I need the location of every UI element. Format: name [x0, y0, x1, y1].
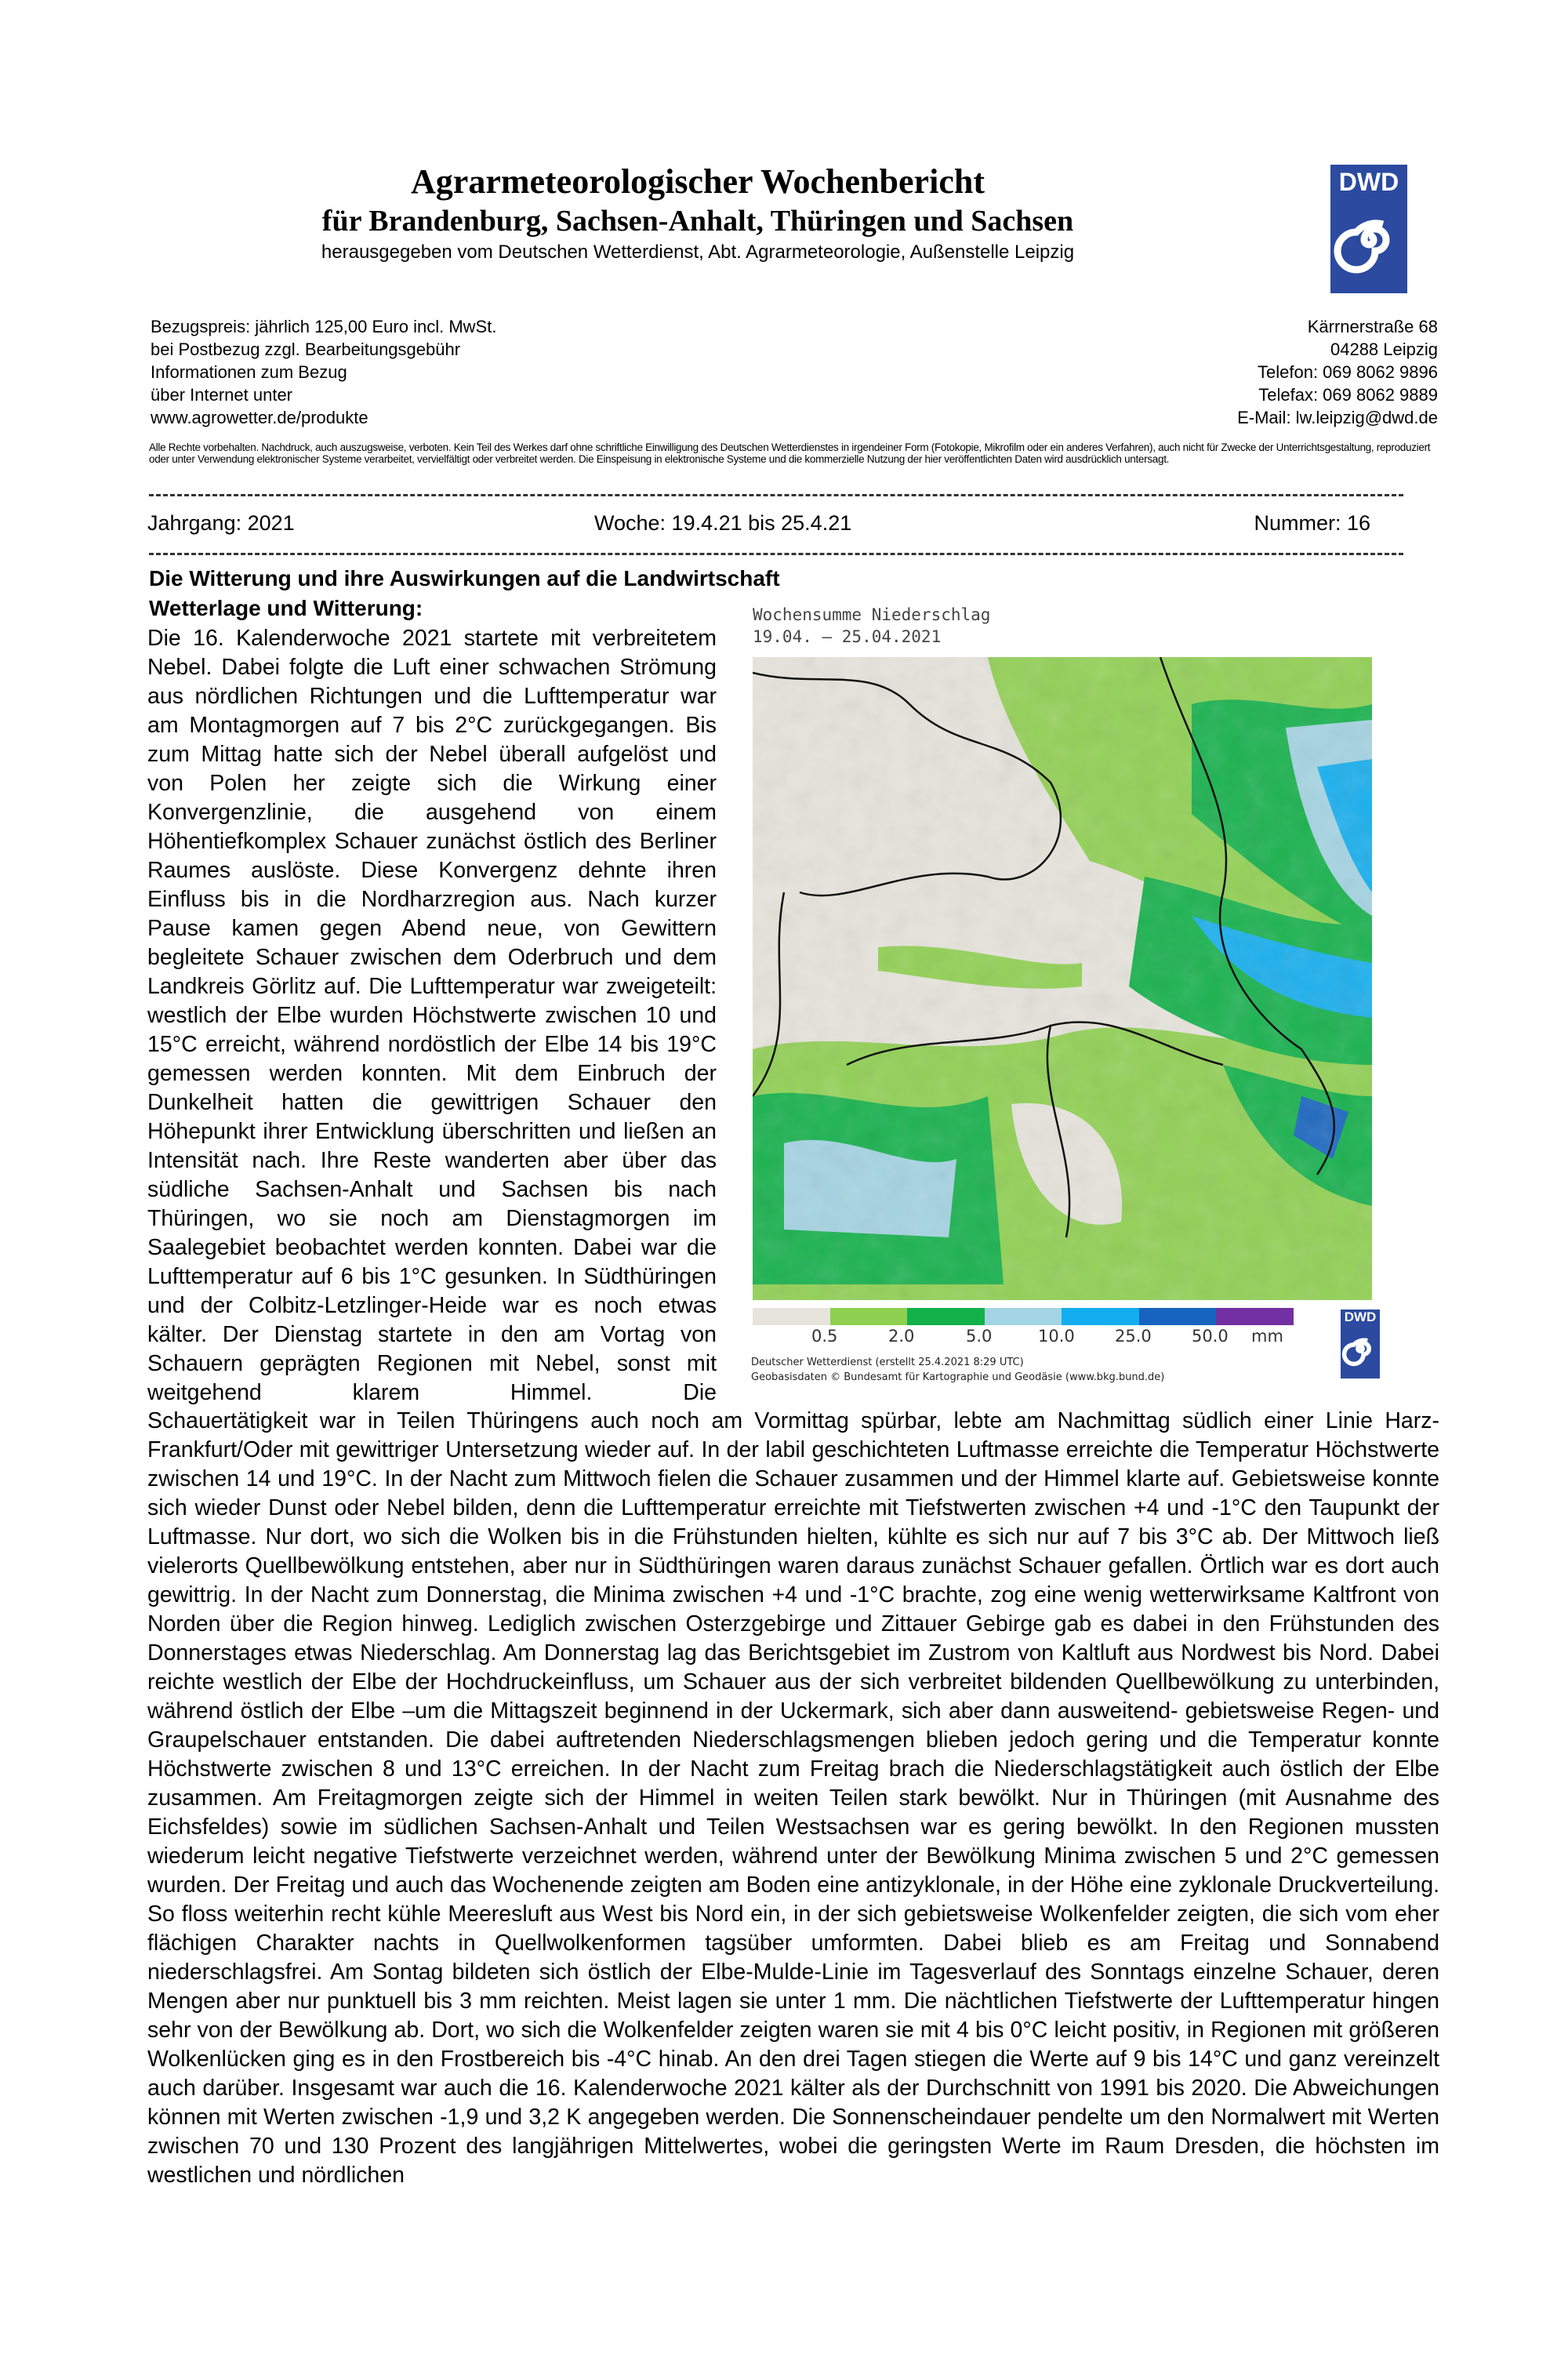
subsection-title: Wetterlage und Witterung: — [149, 596, 423, 620]
week-range: Woche: 19.4.21 bis 25.4.21 — [594, 511, 852, 535]
info-line: Informationen zum Bezug — [151, 362, 347, 382]
info-line: Bezugspreis: jährlich 125,00 Euro incl. MwSt. — [151, 317, 497, 336]
map-credit-geo: Geobasisdaten © Bundesamt für Kartographie und Geodäsie (www.bkg.bund.de) — [751, 1371, 1165, 1383]
precipitation-map — [753, 657, 1372, 1300]
legend-label: 10.0 — [1038, 1327, 1075, 1346]
dwd-logo-text: DWD — [1338, 168, 1399, 196]
legend-unit: mm — [1251, 1327, 1283, 1346]
info-line: bei Postbezug zzgl. Bearbeitungsgebühr — [151, 340, 461, 359]
report-subtitle: für Brandenburg, Sachsen-Anhalt, Thüringen und Sachsen — [321, 205, 1074, 238]
body-text-full: Schauertätigkeit war in Teilen Thüringens auch noch am Vormittag spürbar, lebte am Nachmittag südlich einer Linie Harz-Frankfurt/Oder mit gewittriger Untersetzung wieder auf. In der labil geschichteten Luftmasse erreichte die Temperatur Höchstwerte zwischen 14 und 19°C. In der Nacht zum Mittwoch fielen die Schauer zusammen und der Himmel klarte auf. Gebietsweise konnte sich wieder Dunst oder Nebel bilden, denn die Lufttemperatur erreichte mit Tiefstwerten zwischen +4 und -1°C den Taupunkt der Luftmasse. Nur dort, wo sich die Wolken bis in die Frühstunden hielten, kühlte es sich nur auf 7 bis 3°C ab. Der Mittwoch ließ vielerorts Quellbewölkung entstehen, aber nur in Südthüringen waren daraus zunächst Schauer gefallen. Örtlich war es dort auch gewittrig. In der Nacht zum Donnerstag, die Minima zwischen +4 und -1°C brachte, zog eine wenig wetterwirksame Kaltfront von Norden über die Region hinweg. Lediglich zwischen Osterzgebirge und Zittauer Gebirge gab es dabei in den Frühstunden des Donnerstages etwas Niederschlag. Am Donnerstag lag das Berichtsgebiet im Zustrom von Kaltluft aus Nordwest bis Nord. Dabei reichte westlich der Elbe der Hochdruckeinfluss, um Schauer aus der sich verbreitet bildenden Quellbewölkung zu unterbinden, während östlich der Elbe –um die Mittagszeit beginnend in der Uckermark, sich aber dann ausweitend- gebietsweise Regen- und Graupelschauer entstanden. Die dabei auftretenden Niederschlagsmengen blieben jedoch gering und die Temperatur konnte Höchstwerte zwischen 8 und 13°C erreichen. In der Nacht zum Freitag brach die Niederschlagstätigkeit auch östlich der Elbe zusammen. Am Freitagmorgen zeigte sich der Himmel in weiten Teilen stark bewölkt. Nur in Thüringen (mit Ausnahme des Eichsfeldes) sowie im südlichen Sachsen-Anhalt und Teilen Westsachsen war es gering bewölkt. In den Regionen mussten wiederum leicht negative Tiefstwerte verzeichnet werden, während unter der Bewölkung Minima zwischen 5 und 2°C gemessen wurden. Der Freitag und auch das Wochenende zeigten am Boden eine antizyklonale, in der Höhe eine zyklonale Druckverteilung. So floss weiterhin recht kühle Meeresluft aus West bis Nord ein, in der sich gebietsweise Wolkenfelder zeigten, die sich vom eher flächigen Charakter nachts in Quellwolkenformen tagsüber umformten. Dabei blieb es am Freitag und Sonnabend niederschlagsfrei. Am Sontag bildeten sich östlich der Elbe-Mulde-Linie im Tagesverlauf des Sonntags einzelne Schauer, deren Mengen aber nur punktuell bis 3 mm reichten. Meist lagen sie unter 1 mm. Die nächtlichen Tiefstwerte der Lufttemperatur hingen sehr von der Bewölkung ab. Dort, wo sich die Wolkenfelder zeigten waren sie mit 4 bis 0°C leicht positiv, in Regionen mit größeren Wolkenlücken ging es in den Frostbereich bis -4°C hinab. An den drei Tagen stiegen die Werte auf 9 bis 14°C und ganz vereinzelt auch darüber. Insgesamt war auch die 16. Kalenderwoche 2021 kälter als der Durchschnitt von 1991 bis 2020. Die Abweichungen können mit Werten zwischen -1,9 und 3,2 K angegeben werden. Die Sonnenscheindauer pendelte um den Normalwert mit Werten zwischen 70 und 130 Prozent des langjährigen Mittelwertes, wobei die geringsten Werte im Raum Dresden, die höchsten im westlichen und nördlichen — [147, 1408, 1439, 2188]
legend-swatch — [753, 1308, 830, 1325]
divider — [149, 553, 1403, 558]
divider — [149, 494, 1403, 499]
section-title: Die Witterung und ihre Auswirkungen auf die Landwirtschaft — [149, 566, 780, 590]
phone: Telefon: 069 8062 9896 — [1258, 362, 1438, 382]
legend-label: 0.5 — [811, 1327, 838, 1346]
dwd-logo-small-text: DWD — [1344, 1310, 1377, 1324]
dwd-logo — [1330, 165, 1407, 293]
legend-swatch — [1139, 1308, 1217, 1325]
legend-swatch — [1062, 1308, 1139, 1325]
legend-label: 25.0 — [1115, 1327, 1152, 1346]
spiral-icon — [1330, 197, 1407, 283]
info-line: über Internet unter — [151, 385, 293, 405]
contact-info — [1237, 315, 1438, 429]
legend-label: 50.0 — [1192, 1327, 1229, 1346]
address-street: Kärrnerstraße 68 — [1307, 317, 1438, 336]
jahrgang: Jahrgang: 2021 — [147, 511, 295, 535]
subscription-info — [151, 315, 496, 429]
issue-number: Nummer: 16 — [1254, 511, 1370, 535]
email-link[interactable]: E-Mail: lw.leipzig@dwd.de — [1237, 408, 1438, 427]
spiral-icon — [1341, 1325, 1380, 1372]
map-legend — [753, 1308, 1294, 1325]
report-title: Agrarmeteorologischer Wochenbericht — [411, 162, 985, 201]
legend-swatch — [1216, 1308, 1294, 1325]
address-city: 04288 Leipzig — [1330, 340, 1438, 359]
fax: Telefax: 069 8062 9889 — [1258, 385, 1438, 405]
dwd-logo-small — [1341, 1310, 1380, 1379]
legend-swatch — [907, 1308, 985, 1325]
legend-label: 5.0 — [966, 1327, 993, 1346]
map-period: 19.04. – 25.04.2021 — [753, 627, 942, 646]
legend-swatch — [985, 1308, 1062, 1325]
map-title-text: Wochensumme Niederschlag — [753, 605, 991, 624]
publisher: herausgegeben vom Deutschen Wetterdienst, Abt. Agrarmeteorologie, Außenstelle Leipzig — [321, 242, 1075, 263]
map-credit: Deutscher Wetterdienst (erstellt 25.4.2021 8:29 UTC) — [751, 1357, 1024, 1368]
legend-label: 2.0 — [888, 1327, 915, 1346]
body-text-column: Die 16. Kalenderwoche 2021 startete mit verbreitetem Nebel. Dabei folgte die Luft einer schwachen Strömung aus nördlichen Richtungen und die Lufttemperatur war am Montagmorgen auf 7 bis 2°C zurückgegangen. Bis zum Mittag hatte sich der Nebel überall aufgelöst und von Polen her zeigte sich die Wirkung einer Konvergenzlinie, die ausgehend von einem Höhentiefkomplex Schauer zunächst östlich des Berliner Raumes auslöste. Diese Konvergenz dehnte ihren Einfluss bis in die Nordharzregion aus. Nach kurzer Pause kamen gegen Abend neue, von Gewittern begleitete Schauer zwischen dem Oderbruch und dem Landkreis Görlitz auf. Die Lufttemperatur war zweigeteilt: westlich der Elbe wurden Höchstwerte zwischen 10 und 15°C erreicht, während nordöstlich der Elbe 14 bis 19°C gemessen werden konnten. Mit dem Einbruch der Dunkelheit hatten die gewittrigen Schauer den Höhepunkt ihrer Entwicklung überschritten und ließen an Intensität nach. Ihre Reste wanderten aber über das südliche Sachsen-Anhalt und Sachsen bis nach Thüringen, wo sie noch am Dienstagmorgen im Saalegebiet beobachtet werden konnten. Dabei war die Lufttemperatur auf 6 bis 1°C gesunken. In Südthüringen und der Colbitz-Letzlinger-Heide war es noch etwas kälter. Der Dienstag startete in den am Vortag von Schauern geprägten Regionen mit Nebel, sonst mit weitgehend klarem Himmel. Die — [147, 626, 717, 1405]
legend-swatch — [830, 1308, 908, 1325]
legal-notice: Alle Rechte vorbehalten. Nachdruck, auch auszugsweise, verboten. Kein Teil des Werkes darf ohne schriftliche Einwilligung des Deutschen Wetterdienstes in irgendeiner Form (Fotokopie, Mikrofilm oder ein anderes Verfahren), auch nicht für Zwecke der Unterrichtsgestaltung, reproduziert oder unter Verwendung elektronischer Systeme verarbeitet, vervielfältigt oder verbreitet werden. Die Einspeisung in elektronische Systeme und die kommerzielle Nutzung der hier veröffentlichten Daten wird ausdrücklich untersagt. — [149, 441, 1431, 465]
map-title — [753, 604, 990, 648]
website-link[interactable]: www.agrowetter.de/produkte — [151, 408, 368, 427]
